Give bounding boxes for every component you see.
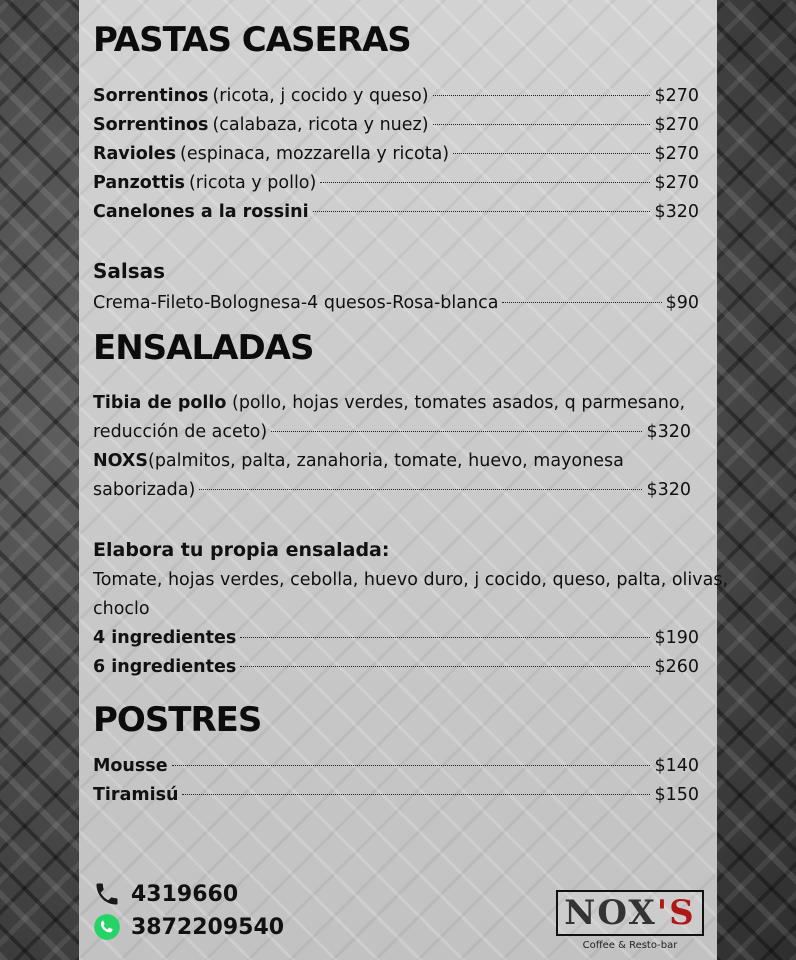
item-name: 6 ingredientes [93,657,237,677]
dot-leader [313,211,651,212]
item-desc-cont: saborizada) [93,480,196,500]
item-desc: (pollo, hojas verdes, tomates asados, q parmesano, [232,393,686,413]
item-price: $320 [646,480,691,500]
item-desc-cont: reducción de aceto) [93,422,268,442]
dot-leader [433,95,651,96]
menu-item [93,476,691,504]
menu-item [93,111,699,139]
item-price: $150 [654,785,699,805]
logo-tagline: Coffee & Resto-bar [582,940,678,951]
item-price: $270 [654,173,699,193]
menu-item [93,169,699,197]
logo [555,890,705,950]
menu-item [93,82,699,110]
phone-number: 4319660 [131,881,239,907]
whatsapp-icon [93,913,121,941]
dot-leader [320,182,650,183]
item-name: Canelones a la rossini [93,202,309,222]
dot-leader [271,431,642,432]
item-price: $140 [654,756,699,776]
menu-item [93,653,699,681]
salsas-row [93,289,699,317]
section-title-ensaladas: ENSALADAS [93,328,314,368]
dot-leader [172,765,651,766]
menu-item [93,752,699,780]
item-price: $260 [654,657,699,677]
item-name: NOXS [93,451,148,471]
salad-item-line [93,389,685,417]
menu-item [93,624,699,652]
menu-panel [79,0,729,960]
item-price: $270 [654,86,699,106]
dot-leader [199,489,642,490]
menu-item [93,781,699,809]
item-name: Tiramisú [93,785,179,805]
custom-salad-ingredients: Tomate, hojas verdes, cebolla, huevo duro, j cocido, queso, palta, olivas, [93,570,729,590]
dot-leader [502,302,661,303]
item-name: Sorrentinos [93,86,209,106]
logo-brand-main: NOX [564,893,657,933]
menu-item [93,198,699,226]
item-name: Panzottis [93,173,185,193]
item-desc: (espinaca, mozzarella y ricota) [180,144,450,164]
logo-brand-suffix: 'S [656,893,696,933]
salad-item-line [93,447,624,475]
item-price: $320 [646,422,691,442]
phone-icon [93,880,121,908]
menu-item [93,140,699,168]
section-title-postres: POSTRES [93,700,262,740]
item-name: Sorrentinos [93,115,209,135]
item-price: $270 [654,144,699,164]
item-desc: (ricota, j cocido y queso) [212,86,429,106]
logo-brand [556,890,703,936]
item-name: Ravioles [93,144,176,164]
item-price: $270 [654,115,699,135]
item-desc: (calabaza, ricota y nuez) [212,115,429,135]
contact-whatsapp[interactable] [93,913,284,941]
section-title-pastas: PASTAS CASERAS [93,20,411,60]
menu-item [93,418,691,446]
item-price: $190 [654,628,699,648]
contact-phone[interactable] [93,880,238,908]
item-desc: (ricota y pollo) [188,173,317,193]
item-name: 4 ingredientes [93,628,237,648]
dot-leader [240,637,650,638]
custom-salad-title: Elabora tu propia ensalada: [93,539,390,561]
item-name: Mousse [93,756,168,776]
dot-leader [453,153,650,154]
salsas-desc: Crema-Fileto-Bolognesa-4 quesos-Rosa-blanca [93,293,499,313]
custom-salad-ingredients-cont: choclo [93,599,150,619]
item-name: Tibia de pollo [93,393,227,413]
whatsapp-number: 3872209540 [131,914,285,940]
dot-leader [433,124,651,125]
item-desc: (palmitos, palta, zanahoria, tomate, huevo, mayonesa [148,451,624,471]
dot-leader [182,794,650,795]
dot-leader [240,666,650,667]
salsas-price: $90 [665,293,699,313]
item-price: $320 [654,202,699,222]
salsas-title: Salsas [93,259,166,283]
